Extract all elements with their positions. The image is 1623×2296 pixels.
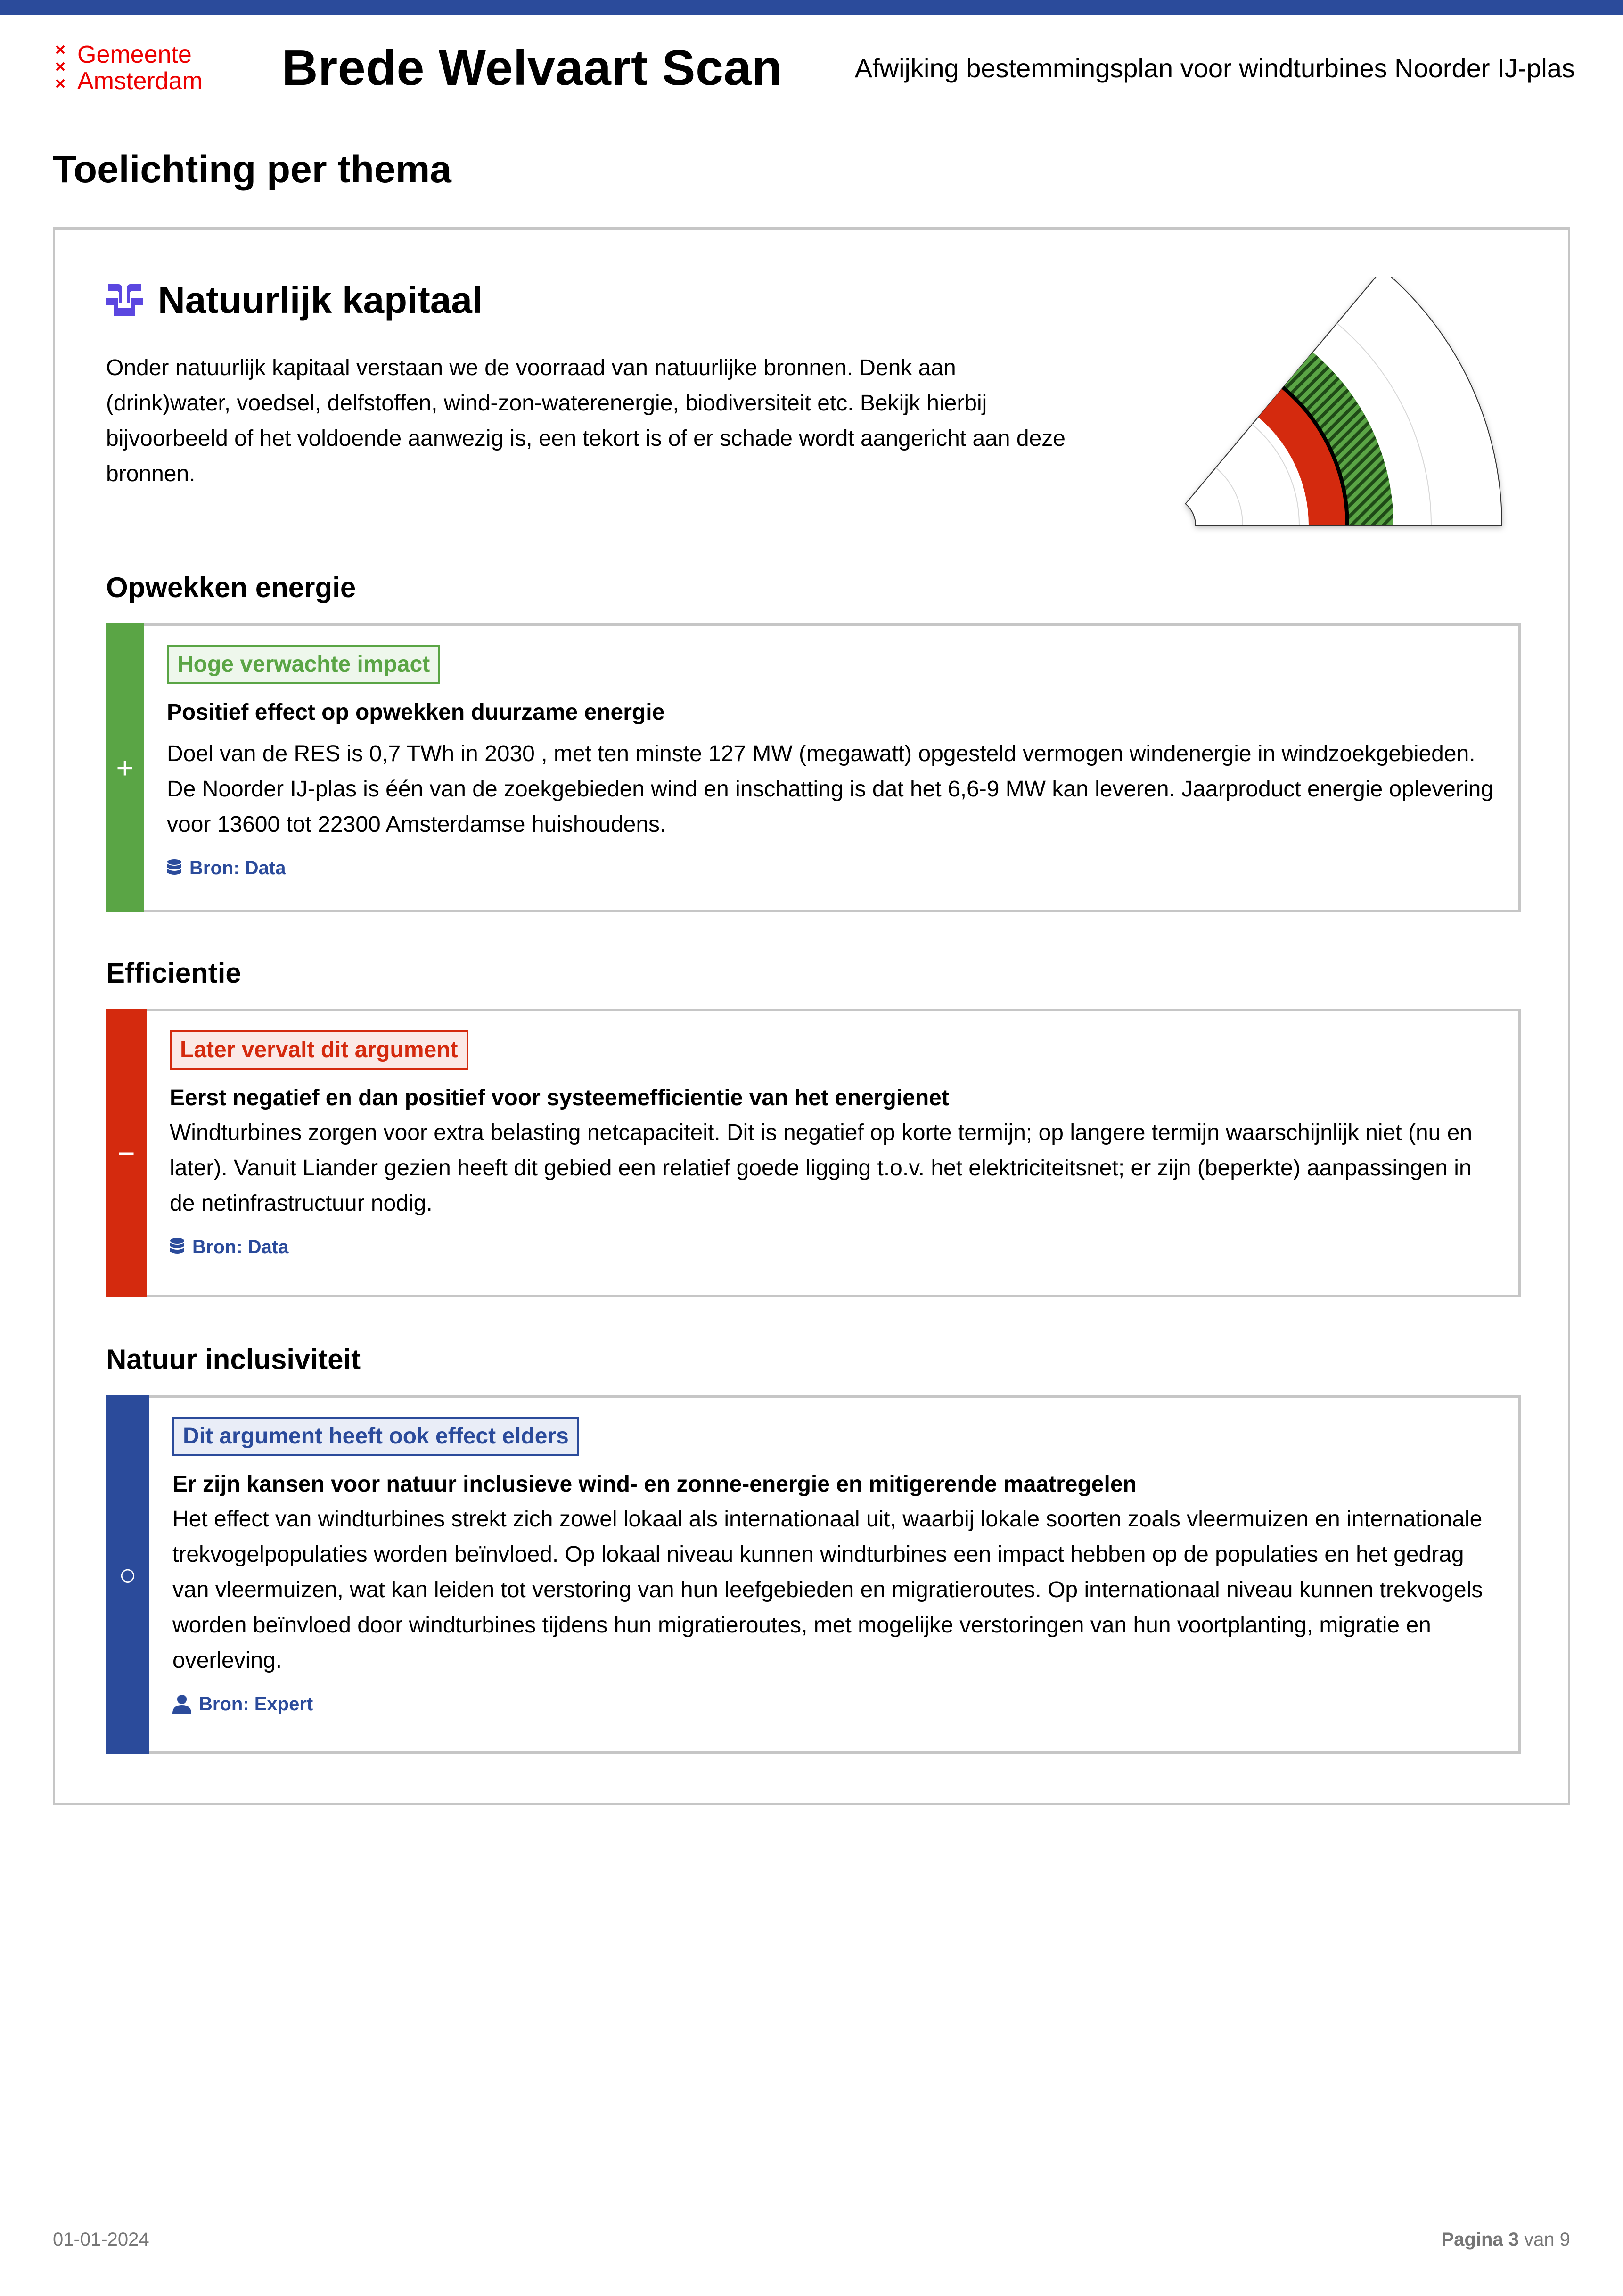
sprout-icon xyxy=(106,284,143,316)
plus-icon: + xyxy=(116,751,134,785)
source-text: Bron: Data xyxy=(192,1237,289,1257)
page-current: 3 xyxy=(1508,2229,1519,2250)
database-icon xyxy=(170,1238,185,1256)
logo-line-2: Amsterdam xyxy=(77,67,203,95)
impact-tag: Dit argument heeft ook effect elders xyxy=(172,1417,579,1456)
source-label xyxy=(170,1235,1500,1259)
argument-text: Windturbines zorgen voor extra belasting netcapaciteit. Dit is negatief op korte termijn; op langere termijn waarschijnlijk niet (nu en later). Vanuit Liander gezien heeft dit gebied een relatief goede ligging t.o.v. het elektriciteitsnet; er zijn (beperkte) aanpassingen in de netinfrastructuur nodig. xyxy=(170,1120,1473,1216)
app-subtitle: Afwijking bestemmingsplan voor windturbines Noorder IJ-plas xyxy=(854,53,1575,83)
argument-card-natuur-inclusiviteit xyxy=(106,1395,1521,1754)
person-icon xyxy=(172,1695,191,1714)
footer-date: 01-01-2024 xyxy=(53,2229,149,2250)
logo-line-1: Gemeente xyxy=(77,41,192,68)
page-label: Pagina xyxy=(1441,2229,1503,2250)
source-label xyxy=(172,1692,1500,1716)
argument-bar-negative xyxy=(106,1009,147,1297)
impact-tag: Later vervalt dit argument xyxy=(170,1030,468,1070)
gemeente-amsterdam-logo xyxy=(53,41,232,93)
argument-heading: Positief effect op opwekken duurzame energie xyxy=(167,700,665,725)
argument-card-efficientie xyxy=(106,1009,1521,1297)
page-sep: van xyxy=(1524,2229,1555,2250)
source-text: Bron: Data xyxy=(189,858,286,878)
argument-text: Doel van de RES is 0,7 TWh in 2030 , met ten minste 127 MW (megawatt) opgesteld vermogen windenergie in windzoekgebieden. De Noorder IJ-plas is één van de zoekgebieden wind en inschatting is dat het 6,6-9 MW kan leveren. Jaarproduct energie oplevering voor 13600 tot 22300 Amsterdamse huishoudens. xyxy=(167,741,1493,837)
minus-icon: − xyxy=(117,1136,135,1170)
section-title-natuur-inclusiviteit: Natuur inclusiviteit xyxy=(106,1344,361,1375)
app-title: Brede Welvaart Scan xyxy=(282,40,783,96)
amsterdam-crosses-icon: × × × xyxy=(55,40,66,94)
source-text: Bron: Expert xyxy=(199,1694,313,1714)
argument-card-opwekken-energie xyxy=(106,623,1521,912)
section-title-efficientie: Efficientie xyxy=(106,957,241,989)
argument-heading: Eerst negatief en dan positief voor systeemefficientie van het energienet xyxy=(170,1085,949,1110)
theme-title: Natuurlijk kapitaal xyxy=(158,279,483,321)
page-title: Toelichting per thema xyxy=(53,148,451,191)
impact-radar-segment xyxy=(1139,277,1516,559)
source-label xyxy=(167,856,1500,880)
impact-tag: Hoge verwachte impact xyxy=(167,645,440,684)
argument-bar-positive xyxy=(106,623,144,912)
page-header xyxy=(53,39,1575,100)
argument-text: Het effect van windturbines strekt zich zowel lokaal als internationaal uit, waarbij lokale soorten zoals vleermuizen en internationale trekvogelpopulaties worden beïnvloed. Op lokaal niveau kunnen windturbines een impact hebben op de populaties en het gedrag van vleermuizen, wat kan leiden tot verstoring van hun leefgebieden en migratieroutes. Op internationaal niveau kunnen trekvogels worden beïnvloed door windturbines tijdens hun migratieroutes, met mogelijke verstoringen van hun voortplanting, migratie en overleving. xyxy=(172,1507,1483,1673)
argument-bar-neutral xyxy=(106,1395,149,1754)
circle-icon: ○ xyxy=(118,1558,137,1591)
page-indicator xyxy=(1441,2225,1570,2254)
database-icon xyxy=(167,859,182,877)
top-accent-bar xyxy=(0,0,1623,15)
page-total: 9 xyxy=(1559,2229,1570,2250)
theme-card xyxy=(53,227,1570,1805)
section-title-opwekken-energie: Opwekken energie xyxy=(106,572,356,603)
argument-heading: Er zijn kansen voor natuur inclusieve wind- en zonne-energie en mitigerende maatregelen xyxy=(172,1472,1137,1497)
theme-description: Onder natuurlijk kapitaal verstaan we de voorraad van natuurlijke bronnen. Denk aan (drink)water, voedsel, delfstoffen, wind-zon-waterenergie, biodiversiteit etc. Bekijk hierbij bijvoorbeeld of het voldoende aanwezig is, een tekort is of er schade wordt aangericht aan deze bronnen. xyxy=(106,355,1066,486)
